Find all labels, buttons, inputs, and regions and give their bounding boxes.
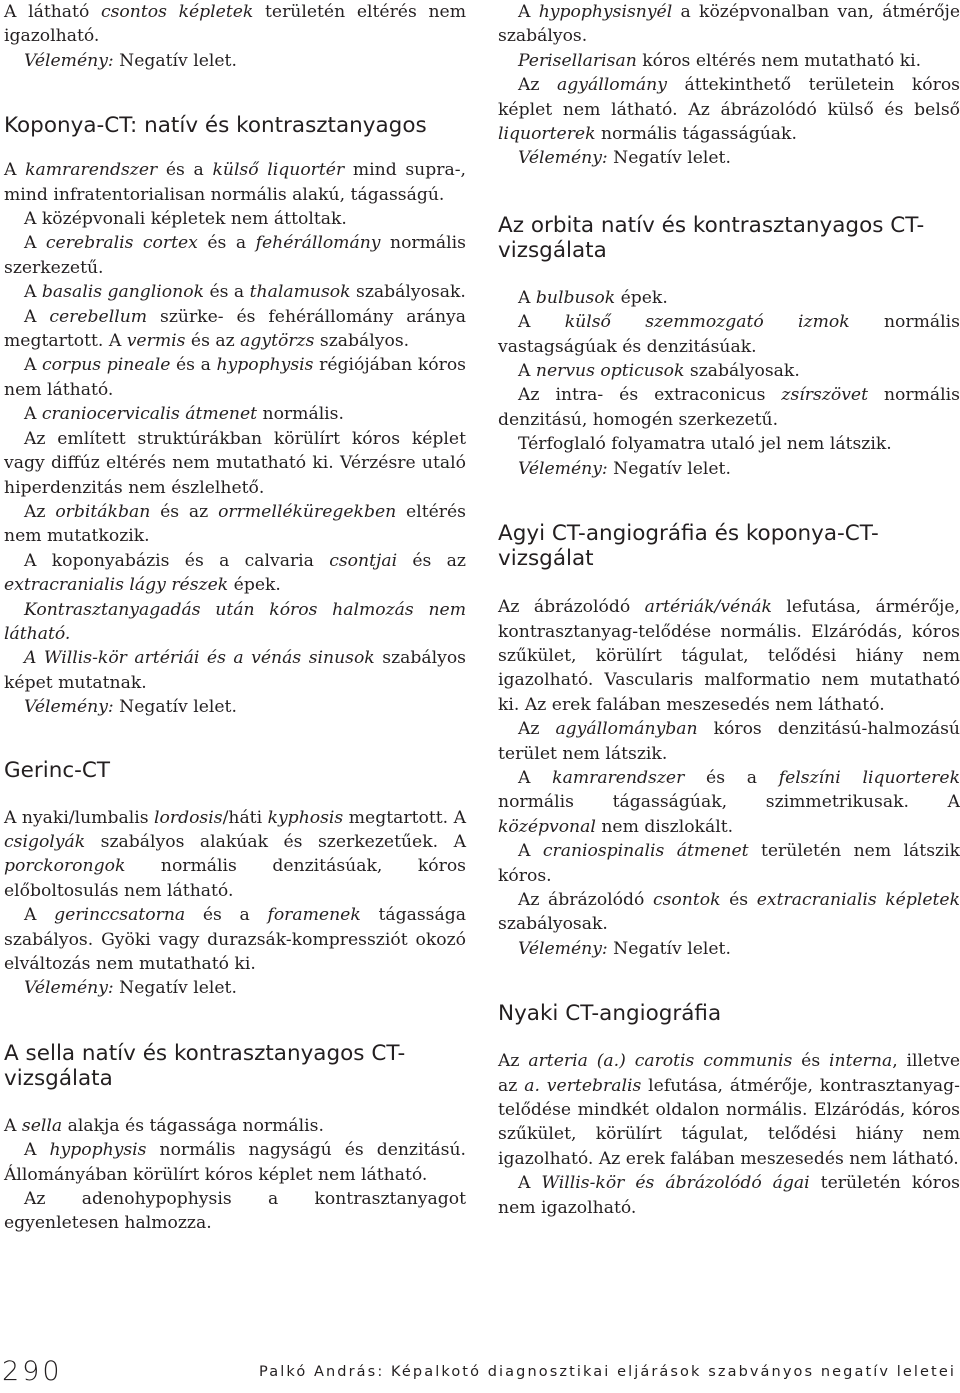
text-run: A xyxy=(518,287,536,308)
italic-term: Vélemény: xyxy=(518,938,608,959)
italic-term: hypophysis xyxy=(49,1140,147,1161)
text-run: Az említett struktúrákban körülírt kóros képlet vagy diffúz eltérés nem mutatható ki. Vérzésre utaló hiperdenzitás nem észlelhető. xyxy=(4,428,466,498)
paragraph xyxy=(498,595,960,717)
paragraph xyxy=(4,207,466,231)
section-heading: A sella natív és kontrasztanyagos CT-vizsgálata xyxy=(4,1040,406,1091)
italic-term: Perisellarisan xyxy=(518,50,637,71)
section-heading: Koponya-CT: natív és kontrasztanyagos xyxy=(4,113,427,139)
italic-term: agyállományban xyxy=(555,719,698,740)
italic-term: hypophysis xyxy=(216,355,314,376)
paragraph xyxy=(4,549,466,598)
text-run: épek. xyxy=(615,287,668,308)
italic-term: vermis xyxy=(126,331,186,352)
text-run: normális denzitású, homogén szerkezetű. xyxy=(498,385,960,430)
text-run: A xyxy=(518,767,553,788)
italic-term: Vélemény: xyxy=(24,978,114,999)
text-run: Negatív lelet. xyxy=(607,938,731,959)
italic-term: orbitákban xyxy=(55,501,151,522)
paragraph xyxy=(4,402,466,426)
text-run: A xyxy=(24,905,55,926)
italic-term: lordosis xyxy=(154,807,223,828)
paragraph xyxy=(4,500,466,549)
text-run: , illetve az xyxy=(498,1051,960,1096)
text-run: és a xyxy=(197,233,256,254)
italic-term: A Willis-kör artériái és a vénás sinusok xyxy=(24,648,375,669)
text-run: normális nagyságú és denzitású. Állományában körülírt kóros képlet nem látható. xyxy=(4,1140,466,1185)
italic-term: agyállomány xyxy=(557,75,667,96)
italic-term: corpus pineale xyxy=(42,355,171,376)
paragraph xyxy=(4,280,466,304)
paragraph xyxy=(498,888,960,937)
text-run: lefutása, ármérője, kontrasztanyag-telődése normális. Elzáródás, kóros szűkület, körülírt tágulat, telődési hiány nem igazolható. Vascularis malformatio nem mutatható ki. Az erek falában meszesedés nem látható. xyxy=(498,597,960,715)
italic-term: craniospinalis átmenet xyxy=(542,841,749,862)
text-run: A xyxy=(24,306,50,327)
text-run: Negatív lelet. xyxy=(113,978,237,999)
text-run: A xyxy=(518,841,543,862)
italic-term: craniocervicalis átmenet xyxy=(41,404,258,425)
paragraph xyxy=(498,432,960,456)
paragraph xyxy=(498,73,960,146)
paragraph xyxy=(4,427,466,500)
italic-term: porckorongok xyxy=(4,856,126,877)
text-run: Az intra- és extraconicus xyxy=(518,385,782,406)
text-run: A nyaki/lumbalis xyxy=(4,807,155,828)
italic-term: cerebralis cortex xyxy=(45,233,198,254)
text-run: A xyxy=(24,1140,50,1161)
text-run: megtartott. A xyxy=(343,807,466,828)
text-run: szabályosak. xyxy=(684,361,800,382)
italic-term: csontok xyxy=(652,889,721,910)
italic-term: Vélemény: xyxy=(518,148,608,169)
text-run: területén eltérés nem igazolható. xyxy=(4,2,466,47)
text-run: területén kóros nem igazolható. xyxy=(498,1173,960,1218)
right-column xyxy=(498,0,960,1220)
italic-term: bulbusok xyxy=(535,287,616,308)
paragraph xyxy=(4,976,466,1000)
text-run: és a xyxy=(157,160,213,181)
paragraph xyxy=(4,49,466,73)
italic-term: felszíni liquorterek xyxy=(778,767,960,788)
italic-term: Vélemény: xyxy=(24,697,114,718)
italic-term: csigolyák xyxy=(4,831,86,852)
text-run: Az xyxy=(518,75,558,96)
paragraph xyxy=(4,646,466,695)
italic-term: a. vertebralis xyxy=(524,1075,642,1096)
text-run: és a xyxy=(170,355,217,376)
italic-term: kyphosis xyxy=(267,807,344,828)
text-run: szabályosak. xyxy=(350,282,466,303)
italic-term: artériák/vénák xyxy=(644,597,772,618)
italic-term: gerinccsatorna xyxy=(54,905,186,926)
italic-term: Vélemény: xyxy=(24,50,114,71)
text-run: Az ábrázolódó xyxy=(498,597,645,618)
text-run: Negatív lelet. xyxy=(607,148,731,169)
text-run: A középvonali képletek nem áttoltak. xyxy=(24,209,347,230)
text-run: kóros denzitású-halmozású terület nem látszik. xyxy=(498,719,960,764)
italic-term: hypophysisnyél xyxy=(538,2,673,22)
italic-term: extracranialis képletek xyxy=(756,889,960,910)
text-run: A xyxy=(4,1115,22,1136)
section-heading: Nyaki CT-angiográfia xyxy=(498,1001,722,1027)
text-run: A xyxy=(24,282,42,303)
italic-term: Vélemény: xyxy=(518,458,608,479)
paragraph xyxy=(4,598,466,647)
italic-term: basalis ganglionok xyxy=(41,282,204,303)
paragraph xyxy=(498,937,960,961)
text-run: Az ábrázolódó xyxy=(518,889,653,910)
text-run: Negatív lelet. xyxy=(113,50,237,71)
section-heading: Gerinc-CT xyxy=(4,757,111,783)
text-run: A xyxy=(518,1173,542,1194)
text-run: és xyxy=(720,889,757,910)
text-run: szabályos alakúak és szerkezetűek. A xyxy=(85,831,466,852)
paragraph xyxy=(4,305,466,354)
text-run: normális szerkezetű. xyxy=(4,233,466,278)
text-run: áttekinthető területein kóros képlet nem látható. Az ábrázolódó külső és belső xyxy=(498,75,960,120)
text-run: Negatív lelet. xyxy=(113,697,237,718)
italic-term: cerebellum xyxy=(49,306,148,327)
text-run: és a xyxy=(185,905,268,926)
italic-term: csontjai xyxy=(329,550,398,571)
paragraph xyxy=(4,1114,466,1138)
italic-term: interna xyxy=(829,1051,893,1072)
italic-term: fehérállomány xyxy=(255,233,381,254)
text-run: normális tágasságúak, szimmetrikusak. A xyxy=(498,792,960,813)
paragraph xyxy=(498,359,960,383)
text-run: A xyxy=(518,312,565,333)
text-run: szabályos. xyxy=(314,331,410,352)
italic-term: kamrarendszer xyxy=(552,767,685,788)
italic-term: középvonal xyxy=(498,816,596,837)
paragraph xyxy=(498,146,960,170)
paragraph xyxy=(4,903,466,976)
text-run: alakja és tágassága normális. xyxy=(62,1115,324,1136)
italic-term: csontos képletek xyxy=(100,2,254,22)
italic-term: sella xyxy=(21,1115,63,1136)
italic-term: nervus opticusok xyxy=(535,361,685,382)
section-heading: Agyi CT-angiográfia és koponya-CT-vizsgálat xyxy=(498,521,879,572)
paragraph xyxy=(498,286,960,310)
text-run: szabályosak. xyxy=(498,914,608,935)
text-run: A xyxy=(24,404,42,425)
paragraph xyxy=(4,0,466,49)
text-run: Az xyxy=(498,1051,529,1072)
text-run: A koponyabázis és a calvaria xyxy=(24,550,330,571)
text-run: A xyxy=(518,361,536,382)
text-run: A xyxy=(24,233,46,254)
text-run: és a xyxy=(684,767,779,788)
text-run: nem diszlokált. xyxy=(595,816,734,837)
italic-term: zsírszövet xyxy=(781,385,869,406)
italic-term: Willis-kör és ábrázolódó ágai xyxy=(541,1173,810,1194)
text-run: Az xyxy=(24,501,56,522)
text-run: kóros eltérés nem mutatható ki. xyxy=(636,50,922,71)
italic-term: extracranialis lágy részek xyxy=(4,575,229,596)
paragraph xyxy=(4,353,466,402)
text-run: területén nem látszik kóros. xyxy=(498,841,960,886)
italic-term: agytörzs xyxy=(240,331,315,352)
text-run: szürke- és fehérállomány aránya megtartott. A xyxy=(4,306,466,352)
left-column xyxy=(4,0,466,1236)
text-run: normális denzitásúak, kóros előboltosulás nem látható. xyxy=(4,856,466,901)
italic-term: foramenek xyxy=(267,905,361,926)
italic-term: külső liquortér xyxy=(212,160,345,181)
italic-term: külső szemmozgató izmok xyxy=(564,312,850,333)
page-footer xyxy=(2,1356,960,1390)
text-run: épek. xyxy=(228,575,281,596)
text-run: /háti xyxy=(222,807,268,828)
text-run: tágassága szabályos. Gyöki vagy durazsák-kompressziót okozó elváltozás nem mutatható ki. xyxy=(4,905,466,974)
paragraph xyxy=(498,766,960,839)
paragraph xyxy=(498,49,960,73)
paragraph xyxy=(498,457,960,481)
paragraph xyxy=(498,1049,960,1171)
paragraph xyxy=(4,231,466,280)
text-run: eltérés nem mutatkozik. xyxy=(4,501,466,547)
paragraph xyxy=(498,0,960,49)
text-run: Az xyxy=(518,719,556,740)
text-run: Negatív lelet. xyxy=(607,458,731,479)
text-run: A látható xyxy=(4,2,101,22)
paragraph xyxy=(4,695,466,719)
paragraph xyxy=(498,1171,960,1220)
section-heading: Az orbita natív és kontrasztanyagos CT-vizsgálata xyxy=(498,212,925,263)
paragraph xyxy=(498,717,960,766)
text-run: A xyxy=(4,160,26,181)
text-run: normális. xyxy=(257,404,344,425)
paragraph xyxy=(498,383,960,432)
text-run: és xyxy=(792,1051,830,1072)
page-number: 290 xyxy=(2,1356,63,1387)
text-run: régiójában kóros nem látható. xyxy=(4,355,466,400)
italic-term: Kontrasztanyagadás után kóros halmozás nem látható. xyxy=(4,599,466,644)
paragraph xyxy=(498,310,960,359)
text-run: és az xyxy=(150,501,219,522)
italic-term: orrmelléküregekben xyxy=(218,501,397,522)
text-run: és az xyxy=(397,550,466,571)
text-run: lefutása, átmérője, kontrasztanyag-telődése mindkét oldalon normális. Elzáródás, kóros szűkület, körülírt tágulat, telődési hiány nem igazolható. Az erek falában meszesedés nem látható. xyxy=(498,1075,960,1169)
running-head: Palkó András: Képalkotó diagnosztikai eljárások szabványos negatív leletei xyxy=(259,1364,956,1380)
italic-term: arteria (a.) carotis communis xyxy=(528,1051,793,1072)
text-run: a középvonalban van, átmérője szabályos. xyxy=(498,2,960,47)
text-run: és az xyxy=(185,331,241,352)
paragraph xyxy=(4,158,466,207)
text-run: Az adenohypophysis a kontrasztanyagot egyenletesen halmozza. xyxy=(4,1189,466,1234)
text-run: és a xyxy=(203,282,250,303)
italic-term: thalamusok xyxy=(249,282,351,303)
italic-term: liquorterek xyxy=(498,124,596,145)
paragraph xyxy=(4,806,466,904)
text-run: A xyxy=(518,2,539,22)
paragraph xyxy=(4,1138,466,1187)
text-run: Térfoglaló folyamatra utaló jel nem látszik. xyxy=(518,434,892,455)
paragraph xyxy=(4,1187,466,1236)
text-run: A xyxy=(24,355,43,376)
italic-term: kamrarendszer xyxy=(25,160,158,181)
paragraph xyxy=(498,839,960,888)
text-run: normális vastagságúak és denzitásúak. xyxy=(498,312,960,357)
text-run: normális tágasságúak. xyxy=(595,124,797,145)
text-run: mind supra-, mind infratentorialisan normális alakú, tágasságú. xyxy=(4,160,466,205)
text-run: szabályos képet mutatnak. xyxy=(4,648,466,693)
